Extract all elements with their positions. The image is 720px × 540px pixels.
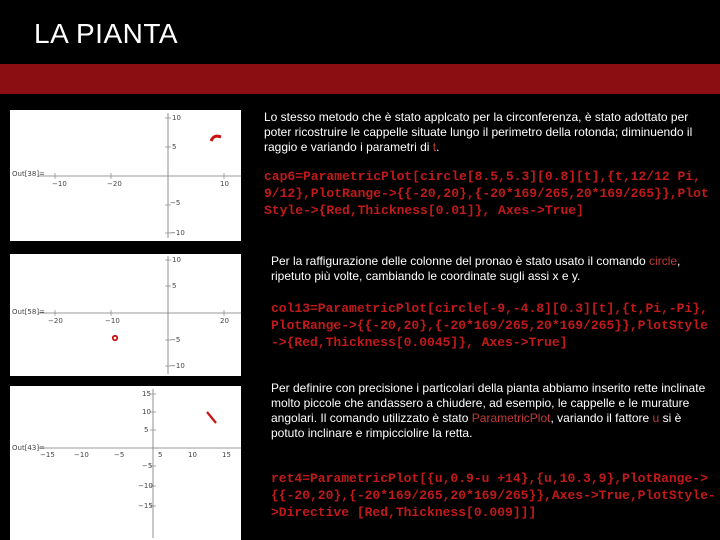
svg-text:10: 10	[188, 451, 197, 459]
svg-text:−5: −5	[142, 462, 153, 470]
svg-text:−15: −15	[138, 502, 153, 510]
svg-text:5: 5	[144, 426, 149, 434]
svg-text:−10: −10	[138, 482, 153, 490]
svg-text:5: 5	[172, 282, 177, 290]
code-cap6: cap6=ParametricPlot[circle[8.5,5.3][0.8][t],{t,12/12 Pi,9/12},PlotRange->{{-20,20},{-20*169/265,20*169/265}},PlotStyle->{Red,Thickness[0.01]}, Axes->True]	[264, 169, 709, 218]
svg-text:20: 20	[220, 317, 229, 325]
plot-cap6	[10, 110, 241, 241]
highlight-parametricplot: ParametricPlot	[471, 411, 551, 425]
svg-text:−15: −15	[40, 451, 55, 459]
out-label: Out[38]=	[12, 170, 45, 178]
description-ret4: Per definire con precisione i particolari della pianta abbiamo inserito rette inclinate molto piccole che andassero a chiudere, ad esempio, le cappelle e le murature angolari. Il comando utilizzato è stato ParametricPlot, variando il fattore u si è potuto inclinare e rimpicciolire la retta.	[271, 381, 706, 440]
chapel-arc	[211, 136, 221, 141]
svg-text:15: 15	[142, 390, 151, 398]
svg-text:10: 10	[142, 408, 151, 416]
description-cap6: Lo stesso metodo che è stato applcato per la circonferenza, è stato adottato per poter ricostruire le cappelle situate lungo il perimetro della rotonda; diminuendo il raggio e variando i parametri di t.	[264, 110, 693, 154]
svg-text:10: 10	[220, 180, 229, 188]
plot-col13	[10, 254, 241, 376]
description-col13: Per la raffigurazione delle colonne del pronao è stato usato il comando circle, ripetuto più volte, cambiando le coordinate sugli assi x e y.	[271, 254, 681, 283]
highlight-circle: circle	[649, 254, 678, 268]
column-circle	[113, 336, 117, 340]
svg-text:10: 10	[172, 114, 181, 122]
wall-segment	[207, 412, 216, 423]
slide-title: LA PIANTA	[34, 18, 179, 49]
svg-text:−20: −20	[107, 180, 122, 188]
svg-text:15: 15	[222, 451, 231, 459]
svg-text:−10: −10	[105, 317, 120, 325]
svg-text:5: 5	[172, 143, 177, 151]
highlight-t: t	[432, 140, 437, 154]
svg-text:−10: −10	[74, 451, 89, 459]
highlight-u: u	[652, 411, 660, 425]
svg-text:−10: −10	[170, 229, 185, 237]
svg-text:−20: −20	[48, 317, 63, 325]
svg-text:5: 5	[158, 451, 163, 459]
out-label: Out[58]=	[12, 308, 45, 316]
code-col13: col13=ParametricPlot[circle[-9,-4.8][0.3][t],{t,Pi,-Pi},PlotRange->{{-20,20},{-20*169/265,20*169/265}},PlotStyle->{Red,Thickness[0.0045]}, Axes->True]	[271, 301, 708, 350]
plot-ret4	[10, 386, 241, 540]
svg-text:10: 10	[172, 256, 181, 264]
svg-text:−5: −5	[114, 451, 125, 459]
svg-text:−10: −10	[52, 180, 67, 188]
svg-text:−5: −5	[170, 199, 181, 207]
code-ret4: ret4=ParametricPlot[{u,0.9-u +14},{u,10.3,9},PlotRange->{{-20,20},{-20*169/265,20*169/265}},Axes->True,PlotStyle->Directive [Red,Thickness[0.009]]]	[271, 471, 716, 520]
svg-text:−10: −10	[170, 362, 185, 370]
out-label: Out[43]=	[12, 444, 45, 452]
title-band	[0, 64, 720, 94]
svg-text:−5: −5	[170, 336, 181, 344]
